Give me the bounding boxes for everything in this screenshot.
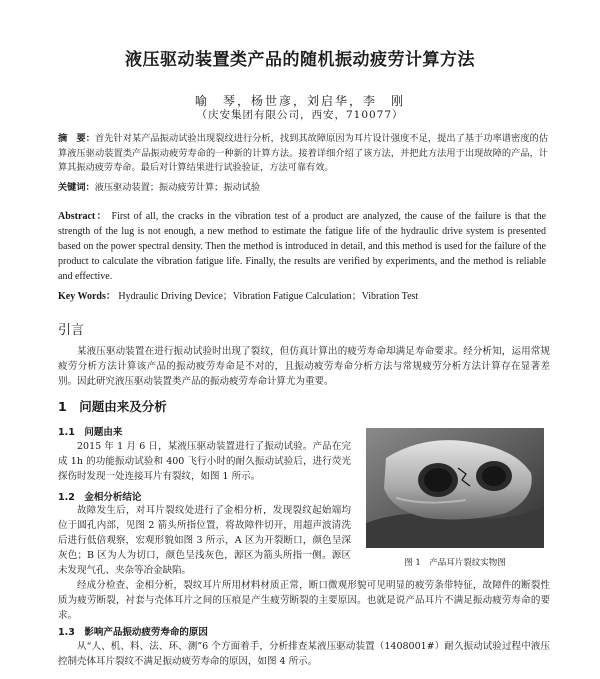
paper-title: 液压驱动装置类产品的随机振动疲劳计算方法 [125, 50, 475, 70]
section-1-2-paragraph: 故障发生后，对耳片裂纹处进行了金相分析，发现裂纹起始端均位于圆孔内部，见图 2 箭头所指位置，将故障件切开，用超声波清洗后进行低倍观察，宏观形貌如图 3 所示，A 区为开裂断口，颜色呈深灰色；B 区为人为切口，颜色呈浅灰色，源区为箭头所指一侧。源区未发现气孔、夹杂等冶金缺陷。 [58, 505, 351, 576]
lug-crack-photo [366, 428, 544, 548]
keywords-cn-text: 液压驱动装置；振动疲劳计算；振动试验 [94, 182, 261, 193]
abstract-cn [58, 132, 548, 176]
keywords-en-text: Hydraulic Driving Device；Vibration Fatigue Calculation；Vibration Test [118, 291, 419, 302]
abstract-en [58, 209, 546, 284]
authors: 喻 琴，杨世彦，刘启华，李 刚 [194, 94, 405, 108]
keywords-en-label: Key Words： [58, 291, 116, 302]
abstract-en-label: Abstract： [58, 211, 108, 222]
section-1-3-heading: 1.3 影响产品振动疲劳寿命的原因 [58, 627, 208, 638]
section-1-2-heading: 1.2 金相分析结论 [58, 492, 142, 503]
section-1-1-heading: 1.1 问题由来 [58, 427, 123, 438]
abstract-cn-label: 摘 要： [58, 133, 95, 144]
keywords-en [58, 287, 546, 302]
section-1-3-paragraph: 从“人、机、料、法、环、测”6 个方面着手，分析排查某液压驱动装置（1408001#）耐久振动试验过程中液压控制壳体耳片裂纹不满足振动疲劳寿命的原因，如图 4 所示。 [58, 641, 550, 667]
figure-1-caption: 图 1 产品耳片裂纹实物图 [404, 558, 506, 568]
section-1-2-continued-paragraph: 经成分检查、金相分析，裂纹耳片所用材料材质正常，断口微观形貌可见明显的疲劳条带特征，故障件的断裂性质为疲劳断裂，衬套与壳体耳片之间的压痕是产生疲劳断裂的主要原因。也就是说产品耳片不满足振动疲劳寿命的要求。 [58, 580, 550, 621]
abstract-cn-text: 首先针对某产品振动试验出现裂纹进行分析，找到其故障原因为耳片设计强度不足，提出了基于功率谱密度的估算液压驱动装置类产品振动疲劳寿命的一种新的计算方法。接着详细介绍了该方法，并把此方法用于出现故障的产品，计算其振动疲劳寿命。最后对计算结果进行试验验证，方法可靠有效。 [58, 133, 549, 173]
abstract-en-text: First of all, the cracks in the vibration test of a product are analyzed, the cause of the failure is that the strength of the lug is not enough, a new method to estimate the fatigue life of the hydraulic drive system is presented based on the power spectral density. Then the method is introduced in detail, and this method is used for the failure of the product to calculate the vibration fatigue life. Finally, the results are verified by experiments, and the method is reliable and effective. [58, 211, 546, 282]
section-1-heading: 1 问题由来及分析 [58, 399, 167, 414]
figure-1-photo [366, 428, 544, 548]
keywords-cn-label: 关键词： [58, 182, 95, 193]
keywords-cn [58, 179, 548, 193]
intro-paragraph: 某液压驱动装置在进行振动试验时出现了裂纹，但仿真计算出的疲劳寿命却满足寿命要求。经分析知，运用常规疲劳分析方法计算该产品的振动疲劳寿命是不对的，且振动疲劳寿命分析方法与常规疲劳分析方法计算存在显著差别。因此研究液压驱动装置类产品的振动疲劳寿命计算尤为重要。 [58, 346, 550, 387]
affiliation: （庆安集团有限公司，西安，710077） [196, 109, 404, 121]
intro-heading: 引言 [58, 323, 85, 338]
section-1-1-paragraph: 2015 年 1 月 6 日，某液压驱动装置进行了振动试验。产品在完成 1h 的功能振动试验和 400 飞行小时的耐久振动试验后，进行荧光探伤时发现一处连接耳片有裂纹，如图 1 所示。 [58, 441, 351, 482]
